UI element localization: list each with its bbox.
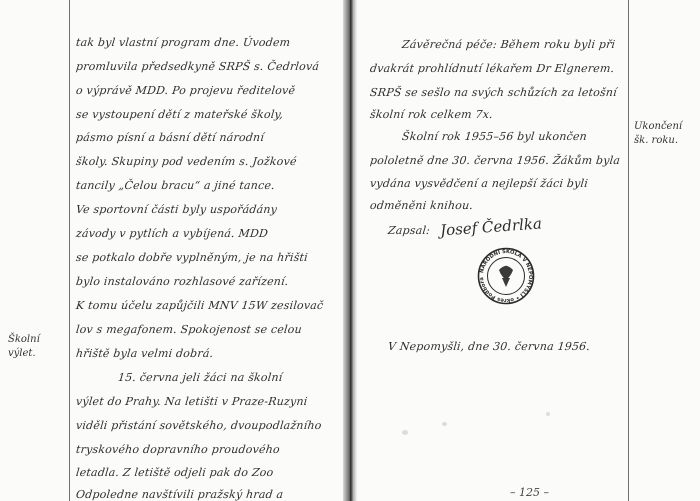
text-line: viděli přistání sovětského, dvoupodlažního xyxy=(75,419,323,432)
text-line: lov s megafonem. Spokojenost se celou xyxy=(75,323,303,336)
text-line: Školní rok 1955–56 byl ukončen xyxy=(401,130,588,143)
ink-spot xyxy=(546,412,550,416)
text-line: dvakrát prohlídnutí lékařem Dr Elgnerem. xyxy=(369,62,615,75)
page-number: – 125 – xyxy=(510,486,549,499)
text-line: Ve sportovní části byly uspořádány xyxy=(75,203,278,216)
margin-note-school-trip: Školní výlet. xyxy=(8,334,40,359)
text-line: školy. Skupiny pod vedením s. Jožkové xyxy=(75,155,298,168)
text-line: letadla. Z letiště odjeli pak do Zoo xyxy=(75,466,275,479)
date-line: V Nepomyšli, dne 30. června 1956. xyxy=(387,340,591,353)
stamp-text: NÁRODNÍ ŠKOLA V NEPOMYŠLI • okres Podbořa xyxy=(478,248,534,304)
text-line: K tomu účelu zapůjčili MNV 15W zesilovač xyxy=(75,299,325,312)
margin-rule xyxy=(628,0,629,501)
text-line: závody v pytlích a vybíjená. MDD xyxy=(75,227,269,240)
book-gutter xyxy=(343,0,357,501)
text-line: pásmo písní a básní dětí národní xyxy=(75,131,265,144)
margin-note-end-of-year: Ukončení šk. roku. xyxy=(634,121,683,146)
text-line: tryskového dopravního proudového xyxy=(75,443,281,456)
text-line: výlet do Prahy. Na letišti v Praze-Ruzyni xyxy=(75,395,309,408)
text-line: tak byl vlastní program dne. Úvodem xyxy=(75,36,291,49)
text-line: Závěrečná péče: Během roku byli při xyxy=(401,38,616,51)
text-line: vydána vysvědčení a nejlepší žáci byli xyxy=(369,177,589,190)
text-line: o výprávě MDD. Po projevu ředitelově xyxy=(75,84,296,97)
text-line: školní rok celkem 7x. xyxy=(369,108,494,121)
ink-spot xyxy=(442,422,447,426)
text-line: tancily „Čelou bracu“ a jiné tance. xyxy=(75,179,276,192)
text-line: pololetně dne 30. června 1956. Žákům byla xyxy=(369,154,621,167)
signature-label: Zapsal: xyxy=(387,224,431,237)
ink-spot xyxy=(402,430,408,435)
margin-rule xyxy=(69,0,70,501)
text-line: se potkalo dobře vyplněným, je na hřišti xyxy=(75,251,309,264)
school-stamp-icon xyxy=(477,247,535,305)
text-line: se vystoupení dětí z mateřské školy, xyxy=(75,108,284,121)
text-line: bylo instalováno rozhlasové zařízení. xyxy=(75,275,290,288)
text-line: 15. června jeli žáci na školní xyxy=(117,371,284,384)
text-line: Odpoledne navštívili pražský hrad a xyxy=(75,488,284,501)
text-line: hřiště byla velmi dobrá. xyxy=(75,347,214,360)
text-line: promluvila předsedkyně SRPŠ s. Čedrlová xyxy=(75,60,320,73)
text-line: odměněni knihou. xyxy=(369,199,474,212)
handwritten-signature: Josef Čedrlka xyxy=(439,214,543,240)
text-line: SRPŠ se sešlo na svých schůzích za letošní xyxy=(369,86,618,99)
